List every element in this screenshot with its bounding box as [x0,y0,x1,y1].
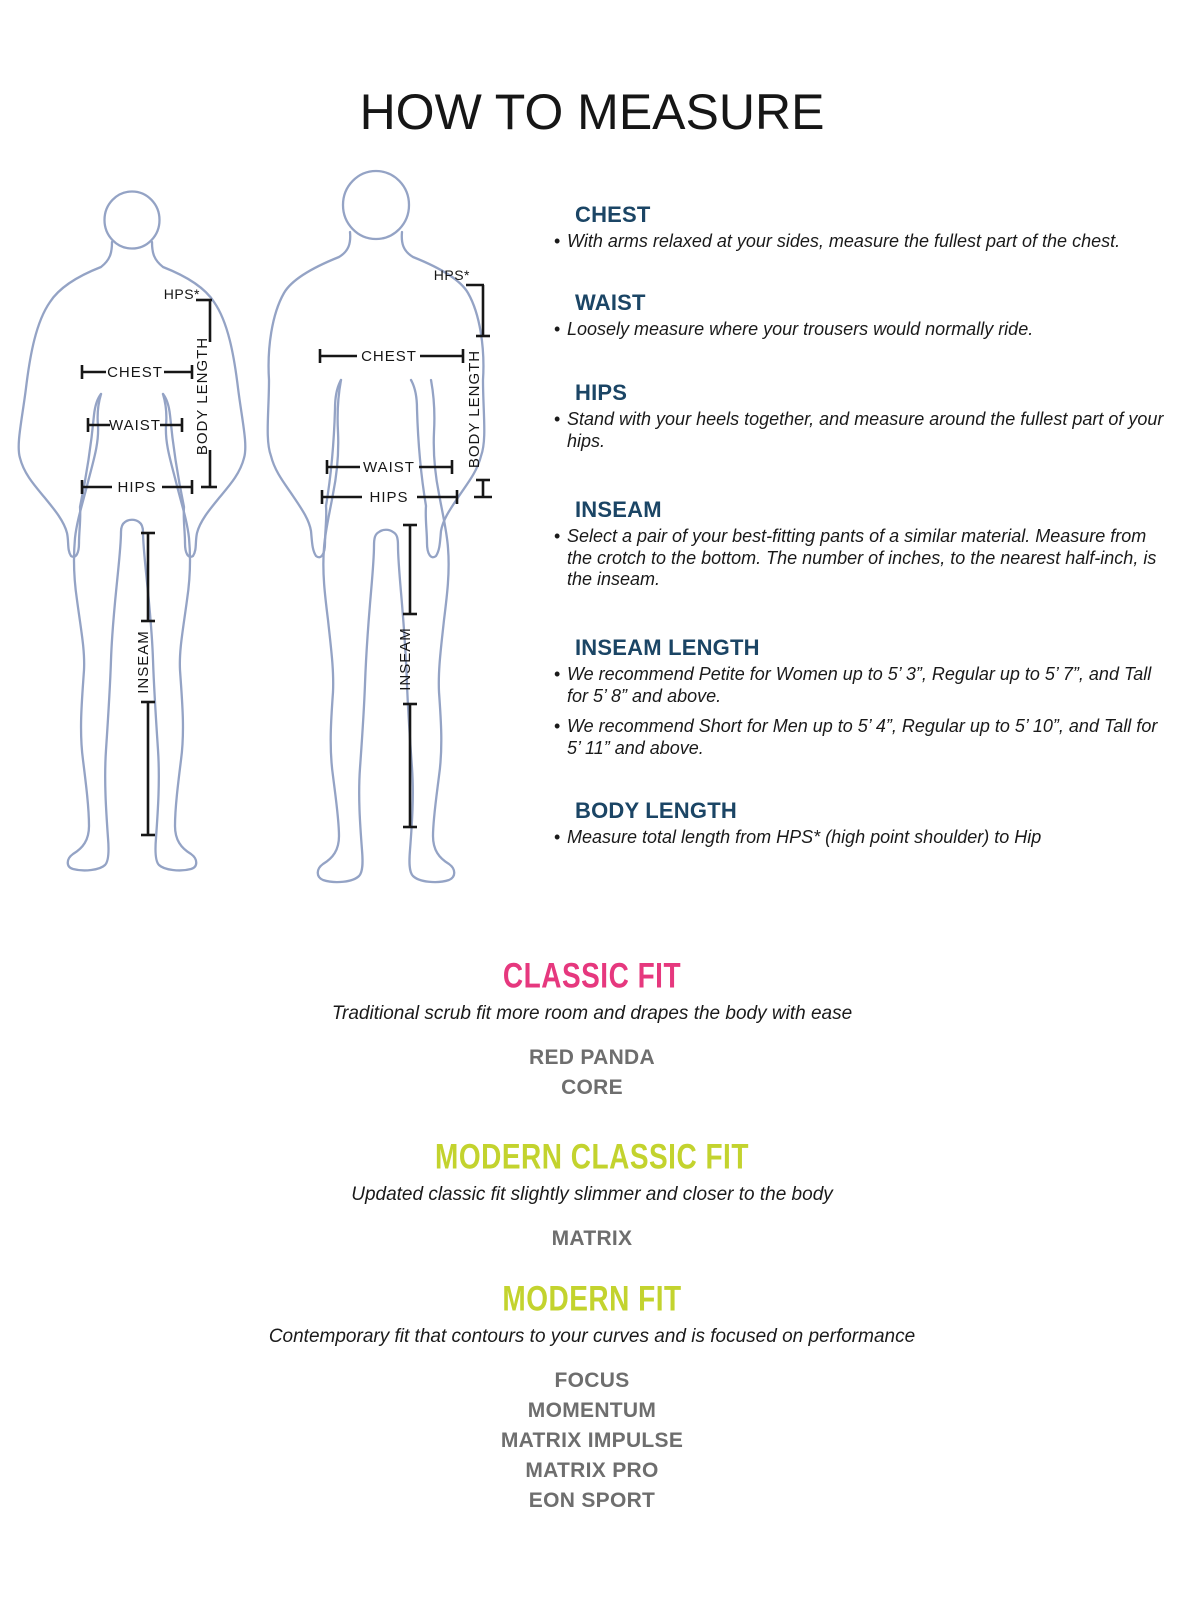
female-hps-marker [164,286,212,302]
section-heading: INSEAM LENGTH [575,635,760,660]
female-body-length-label: BODY LENGTH [194,336,211,456]
bullet-text: With arms relaxed at your sides, measure the fullest part of the chest. [567,231,1121,251]
male-hps-label: HPS* [433,267,470,283]
female-chest-measure [82,364,192,381]
section-heading: INSEAM [575,497,662,522]
female-waist-label: WAIST [109,417,161,434]
fit-section-modern [0,1278,1184,1516]
female-inseam-measure [135,533,155,835]
bullet-icon: • [554,526,561,546]
section-inseam-length [553,635,1173,759]
female-hps-label: HPS* [163,286,200,302]
male-hps-marker [434,267,484,285]
fit-name: CLASSIC FIT [502,956,682,995]
bullet-icon: • [554,827,561,847]
bullet-icon: • [554,231,561,251]
male-waist-measure [327,459,452,476]
female-figure-diagram [8,190,248,896]
fit-product: EON SPORT [528,1489,656,1512]
section-hips [553,380,1173,452]
section-body-length [553,798,1173,849]
bullet-item [553,526,1173,591]
bullet-item [553,231,1173,253]
fit-description: Contemporary fit that contours to your curves and is focused on performance [268,1326,916,1347]
male-body-length-measure [466,285,492,497]
fit-product-list [0,1224,1184,1254]
male-inseam-label: INSEAM [397,627,414,691]
section-inseam [553,497,1173,591]
fit-product-list [0,1043,1184,1103]
bullet-item [553,664,1173,707]
bullet-text: Stand with your heels together, and measure around the fullest part of your hips. [567,409,1164,451]
bullet-text: We recommend Petite for Women up to 5’ 3”, Regular up to 5’ 7”, and Tall for 5’ 8” and above. [567,664,1152,706]
female-inseam-label: INSEAM [135,630,152,694]
fit-description: Traditional scrub fit more room and drapes the body with ease [331,1003,853,1024]
bullet-icon: • [554,409,561,429]
bullet-item [553,827,1173,849]
fit-product: MATRIX PRO [525,1459,659,1482]
female-waist-measure [88,417,182,434]
male-hips-label: HIPS [369,489,409,506]
fit-product: FOCUS [554,1369,630,1392]
male-body-length-label: BODY LENGTH [466,349,483,469]
section-heading: WAIST [575,290,646,315]
bullet-text: Loosely measure where your trousers would normally ride. [567,319,1034,339]
section-heading: CHEST [575,202,651,227]
fit-product: MOMENTUM [527,1399,657,1422]
page-title: HOW TO MEASURE [359,83,825,140]
female-body-outline [19,192,246,871]
bullet-icon: • [554,319,561,339]
section-heading: BODY LENGTH [575,798,737,823]
section-heading: HIPS [575,380,628,405]
section-waist [553,290,1173,341]
bullet-icon: • [554,664,561,684]
bullet-item [553,716,1173,759]
bullet-item [553,319,1173,341]
female-body-length-measure [194,300,217,487]
fit-product: MATRIX IMPULSE [500,1429,684,1452]
fit-product: MATRIX [551,1227,633,1250]
fit-product: CORE [561,1076,623,1099]
bullet-icon: • [554,716,561,736]
bullet-item [553,409,1173,452]
female-hips-label: HIPS [117,479,157,496]
male-hips-measure [322,489,457,506]
fit-description: Updated classic fit slightly slimmer and closer to the body [351,1184,833,1205]
fit-product-list [0,1366,1184,1516]
fit-name: MODERN FIT [502,1279,682,1318]
fit-section-modern-classic [0,1136,1184,1254]
male-chest-measure [320,348,463,365]
female-figure-svg [8,190,248,896]
section-chest [553,202,1173,253]
male-waist-label: WAIST [363,459,415,476]
fit-name: MODERN CLASSIC FIT [435,1137,749,1176]
male-figure-svg [262,166,512,896]
bullet-text: Measure total length from HPS* (high point shoulder) to Hip [567,827,1042,847]
fit-section-classic [0,955,1184,1103]
male-figure-diagram [262,166,512,896]
bullet-text: Select a pair of your best-fitting pants of a similar material. Measure from the crotch to the bottom. The number of inches, to the nearest half-inch, is the inseam. [567,526,1157,589]
female-chest-label: CHEST [107,364,163,381]
fit-product: RED PANDA [529,1046,655,1069]
bullet-text: We recommend Short for Men up to 5’ 4”, Regular up to 5’ 10”, and Tall for 5’ 11” and above. [567,716,1158,758]
male-chest-label: CHEST [361,348,417,365]
